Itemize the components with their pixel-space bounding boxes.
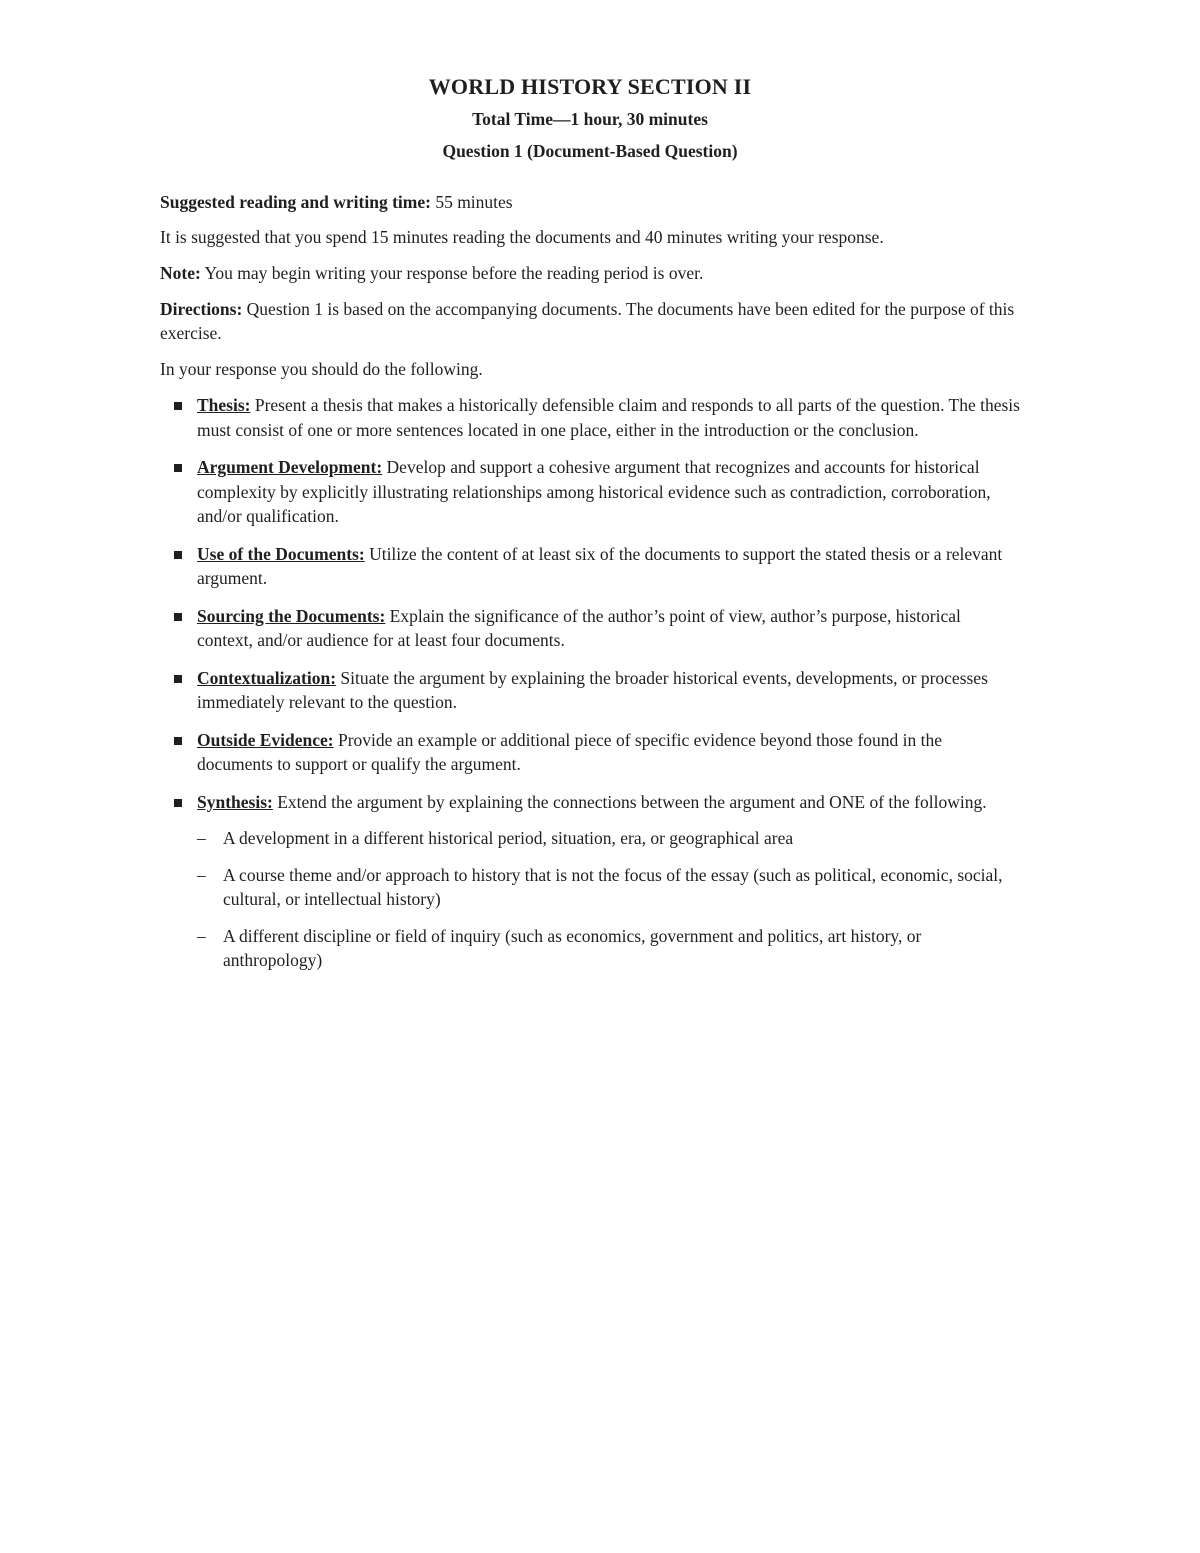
directions-text: Question 1 is based on the accompanying documents. The documents have been edited for the purpose of this exercise. [160, 299, 1015, 343]
requirement-thesis [160, 393, 1020, 442]
square-bullet-icon [174, 464, 182, 472]
square-bullet-icon [174, 675, 182, 683]
note-text: You may begin writing your response before the reading period is over. [200, 263, 704, 283]
requirement-synthesis [160, 790, 1020, 973]
requirement-sourcing-documents [160, 604, 1020, 653]
synthesis-options-list [197, 826, 1020, 973]
dash-icon: – [197, 828, 206, 848]
requirement-argument-development [160, 455, 1020, 529]
requirement-text: Present a thesis that makes a historically defensible claim and responds to all parts of the question. The thesis must consist of one or more sentences located in one place, either in the introduction or the conclusion. [197, 395, 1020, 440]
section-title: WORLD HISTORY SECTION II [428, 74, 752, 99]
note-paragraph [160, 261, 1020, 285]
dash-icon: – [197, 864, 206, 885]
requirement-use-of-documents [160, 542, 1020, 591]
synthesis-option [197, 826, 1020, 851]
requirement-term: Contextualization: [197, 667, 337, 688]
requirement-term: Argument Development: [197, 457, 383, 477]
requirement-term: Sourcing the Documents: [197, 605, 386, 626]
directions-label: Directions: [160, 299, 243, 319]
synthesis-option-text: A different discipline or field of inquiry (such as economics, government and politics, art history, or anthropology) [223, 925, 922, 970]
document-page [160, 70, 1020, 986]
synthesis-option-text: A development in a different historical period, situation, era, or geographical area [223, 828, 794, 848]
requirement-text: Develop and support a cohesive argument that recognizes and accounts for historical complexity by explicitly illustrating relationships among historical evidence such as contradiction, corroboration, and/or qualification. [197, 457, 991, 526]
requirement-term: Synthesis: [197, 791, 273, 812]
square-bullet-icon [174, 402, 182, 410]
requirement-contextualization [160, 666, 1020, 715]
suggested-time-label: Suggested reading and writing time: [160, 192, 431, 212]
requirement-text: Provide an example or additional piece of specific evidence beyond those found in the documents to support or qualify the argument. [197, 729, 943, 774]
note-label: Note: [160, 263, 201, 283]
synthesis-option [197, 924, 1020, 973]
dash-icon: – [197, 925, 206, 946]
square-bullet-icon [174, 613, 182, 621]
synthesis-option-text: A course theme and/or approach to history that is not the focus of the essay (such as political, economic, social, cultural, or intellectual history) [223, 864, 1003, 909]
requirement-outside-evidence [160, 728, 1020, 777]
requirement-term: Use of the Documents: [197, 543, 365, 564]
square-bullet-icon [174, 799, 182, 807]
square-bullet-icon [174, 551, 182, 559]
requirement-text: Utilize the content of at least six of the documents to support the stated thesis or a relevant argument. [197, 543, 1003, 588]
directions-paragraph [160, 297, 1020, 345]
square-bullet-icon [174, 737, 182, 745]
requirements-list [160, 393, 1020, 973]
suggested-time-value: 55 minutes [430, 192, 513, 212]
suggestion-paragraph: It is suggested that you spend 15 minutes reading the documents and 40 minutes writing your response. [160, 227, 884, 247]
requirement-term: Outside Evidence: [197, 729, 334, 750]
synthesis-option [197, 863, 1020, 912]
suggested-time-paragraph [160, 190, 1020, 214]
requirement-text: Extend the argument by explaining the connections between the argument and ONE of the following. [272, 791, 987, 812]
requirement-text: Explain the significance of the author’s point of view, author’s purpose, historical context, and/or audience for at least four documents. [197, 605, 961, 650]
requirement-text: Situate the argument by explaining the broader historical events, developments, or processes immediately relevant to the question. [197, 667, 988, 712]
total-time: Total Time—1 hour, 30 minutes [472, 109, 708, 129]
requirement-term: Thesis: [197, 395, 251, 415]
response-instruction: In your response you should do the following. [160, 359, 483, 379]
question-heading: Question 1 (Document-Based Question) [442, 141, 738, 161]
